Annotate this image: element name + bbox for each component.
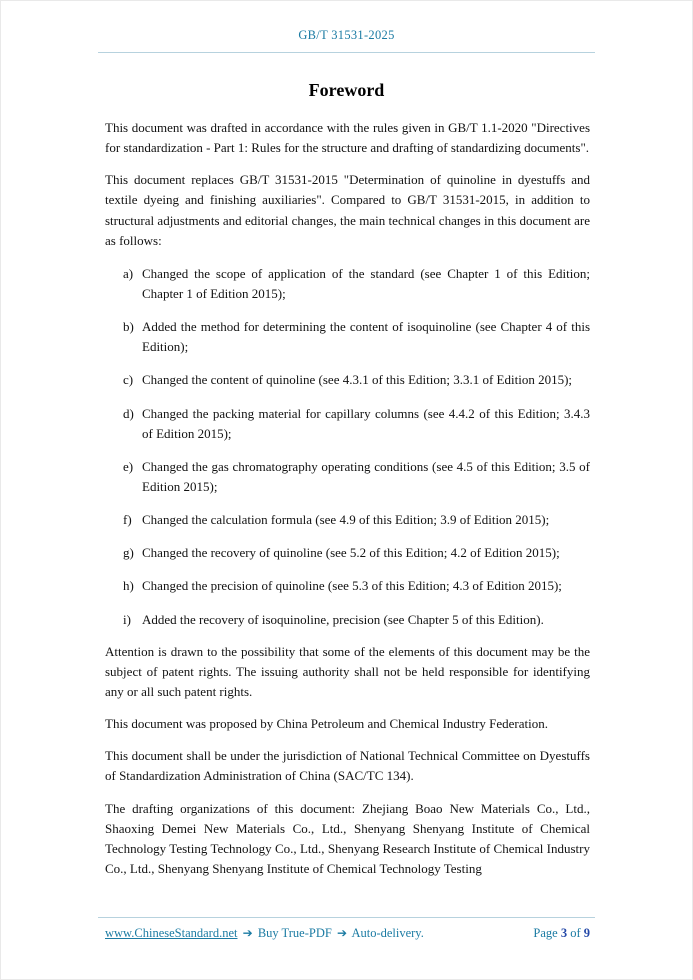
document-body	[105, 118, 590, 879]
footer-buy-text: Buy True-PDF	[257, 926, 332, 940]
arrow-icon: ➔	[242, 926, 253, 940]
paragraph-proposed-by: This document was proposed by China Petroleum and Chemical Industry Federation.	[105, 716, 548, 732]
list-item	[123, 317, 590, 357]
paragraph-drafting: This document was drafted in accordance with the rules given in GB/T 1.1-2020 "Directives for standardization - Part 1: Rules for the structure and drafting of standardizing documents".	[105, 120, 590, 156]
list-item	[123, 510, 590, 530]
list-item	[123, 610, 590, 630]
page-current: 3	[560, 926, 568, 940]
arrow-icon: ➔	[336, 926, 347, 940]
list-item	[123, 543, 590, 563]
list-item-text: Changed the precision of quinoline (see 5.3 of this Edition; 4.3 of Edition 2015);	[142, 578, 562, 594]
list-item-label: c)	[123, 372, 134, 388]
list-item-text: Added the method for determining the content of isoquinoline (see Chapter 4 of this Edition);	[142, 319, 590, 355]
list-item-text: Changed the calculation formula (see 4.9 of this Edition; 3.9 of Edition 2015);	[142, 512, 550, 528]
header-divider	[98, 52, 595, 53]
page-total: 9	[583, 926, 590, 940]
list-item-label: g)	[123, 545, 134, 561]
list-item	[123, 576, 590, 596]
list-item-label: f)	[123, 512, 132, 528]
list-item-text: Changed the content of quinoline (see 4.3.1 of this Edition; 3.3.1 of Edition 2015);	[142, 372, 573, 388]
page-label: Page	[533, 926, 558, 940]
list-item-text: Changed the gas chromatography operating conditions (see 4.5 of this Edition; 3.5 of Edition 2015);	[142, 458, 590, 494]
list-item	[123, 457, 590, 497]
list-item-label: h)	[123, 578, 134, 594]
list-item-text: Changed the recovery of quinoline (see 5.2 of this Edition; 4.2 of Edition 2015);	[142, 545, 560, 561]
list-item	[123, 404, 590, 444]
doc-number: GB/T 31531-2025	[298, 28, 395, 42]
paragraph-patent-notice: Attention is drawn to the possibility that some of the elements of this document may be the subject of patent rights. The issuing authority shall not be held responsible for identifying any or all such patent rights.	[105, 643, 590, 699]
list-item-label: d)	[123, 405, 134, 421]
list-item-label: b)	[123, 319, 134, 335]
page-title: Foreword	[308, 80, 385, 100]
page-of-label: of	[570, 926, 581, 940]
list-item	[123, 370, 590, 390]
footer-divider	[98, 917, 595, 918]
page-indicator	[533, 926, 590, 941]
site-link[interactable]: www.ChineseStandard.net	[105, 926, 238, 940]
changes-list	[105, 264, 590, 630]
list-item-label: a)	[123, 265, 134, 281]
list-item-label: i)	[123, 611, 131, 627]
list-item-label: e)	[123, 458, 134, 474]
paragraph-replaces: This document replaces GB/T 31531-2015 "Determination of quinoline in dyestuffs and textile dyeing and finishing auxiliaries". Compared to GB/T 31531-2015, in addition to structural adjustments and editorial changes, the main technical changes in this document are as follows:	[105, 172, 590, 248]
paragraph-drafting-organizations: The drafting organizations of this document: Zhejiang Boao New Materials Co., Ltd., Shaoxing Demei New Materials Co., Ltd., Shenyang Shenyang Institute of Chemical Technology Testing Technology Co., Ltd., Shenyang Research Institute of Chemical Industry Co., Ltd., Shenyang Shenyang Institute of Chemical Technology Testing	[105, 800, 590, 876]
list-item-text: Changed the packing material for capillary columns (see 4.4.2 of this Edition; 3.4.3 of Edition 2015);	[142, 405, 590, 441]
list-item	[123, 264, 590, 304]
page-footer	[1, 908, 692, 941]
list-item-text: Changed the scope of application of the standard (see Chapter 1 of this Edition; Chapter 1 of Edition 2015);	[142, 265, 590, 301]
paragraph-jurisdiction: This document shall be under the jurisdiction of National Technical Committee on Dyestuffs of Standardization Administration of China (SAC/TC 134).	[105, 748, 590, 784]
list-item-text: Added the recovery of isoquinoline, precision (see Chapter 5 of this Edition).	[142, 611, 544, 627]
page-header	[1, 1, 692, 53]
footer-promo	[105, 926, 424, 941]
footer-delivery-text: Auto-delivery.	[351, 926, 424, 940]
